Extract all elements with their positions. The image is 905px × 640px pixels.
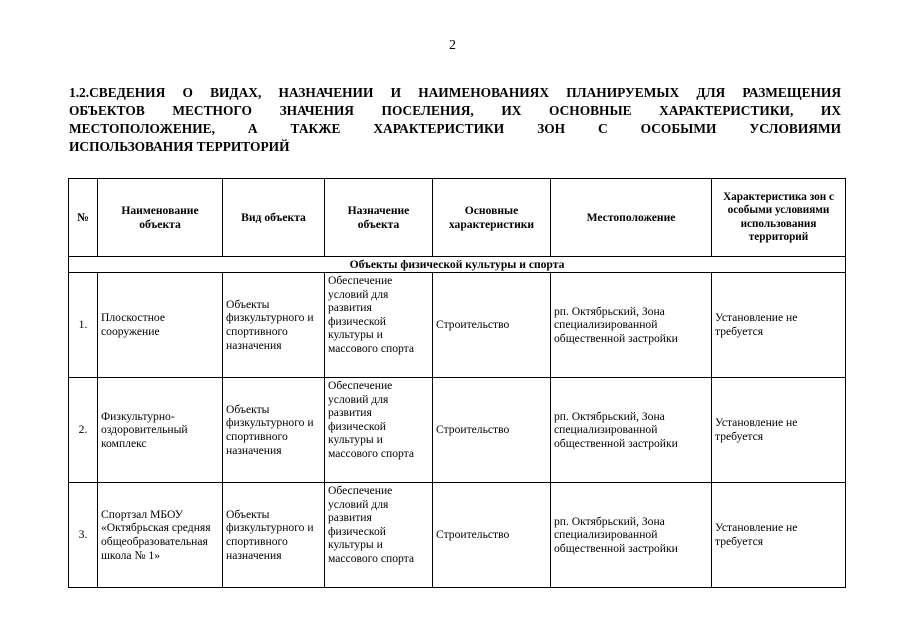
- cell-name: Спортзал МБОУ «Октябрьская средняя общеобразовательная школа № 1»: [98, 483, 223, 588]
- cell-type: Объекты физкультурного и спортивного назначения: [223, 378, 325, 483]
- cell-zones: Установление не требуется: [712, 483, 846, 588]
- table-header-row: [69, 179, 846, 257]
- heading-line: 1.2.СВЕДЕНИЯ О ВИДАХ, НАЗНАЧЕНИИ И НАИМЕНОВАНИЯХ ПЛАНИРУЕМЫХ ДЛЯ РАЗМЕЩЕНИЯ: [69, 85, 841, 100]
- table-row: [69, 273, 846, 378]
- column-header-location: Местоположение: [551, 179, 712, 257]
- table-row: [69, 378, 846, 483]
- cell-zones: Установление не требуется: [712, 273, 846, 378]
- cell-number: 3.: [69, 483, 98, 588]
- column-header-number: №: [69, 179, 98, 257]
- cell-type: Объекты физкультурного и спортивного назначения: [223, 483, 325, 588]
- heading-line: ИСПОЛЬЗОВАНИЯ ТЕРРИТОРИЙ: [69, 139, 290, 154]
- column-header-name: Наименование объекта: [98, 179, 223, 257]
- heading-line: МЕСТОПОЛОЖЕНИЕ, А ТАКЖЕ ХАРАКТЕРИСТИКИ ЗОН С ОСОБЫМИ УСЛОВИЯМИ: [69, 121, 841, 136]
- table-section-row: [69, 257, 846, 273]
- column-header-purpose: Назначение объекта: [325, 179, 433, 257]
- table-row: [69, 483, 846, 588]
- section-heading: [69, 84, 841, 156]
- cell-location: рп. Октябрьский, Зона специализированной общественной застройки: [551, 378, 712, 483]
- cell-number: 1.: [69, 273, 98, 378]
- page-number: 2: [449, 38, 456, 53]
- planned-objects-table: [68, 178, 846, 588]
- cell-name: Плоскостное сооружение: [98, 273, 223, 378]
- cell-purpose: Обеспечение условий для развития физической культуры и массового спорта: [325, 378, 433, 483]
- cell-characteristics: Строительство: [433, 273, 551, 378]
- section-title: Объекты физической культуры и спорта: [69, 257, 846, 273]
- column-header-zones: Характеристика зон с особыми условиями использования территорий: [712, 179, 846, 257]
- cell-number: 2.: [69, 378, 98, 483]
- cell-location: рп. Октябрьский, Зона специализированной общественной застройки: [551, 483, 712, 588]
- cell-purpose: Обеспечение условий для развития физической культуры и массового спорта: [325, 483, 433, 588]
- cell-purpose: Обеспечение условий для развития физической культуры и массового спорта: [325, 273, 433, 378]
- cell-type: Объекты физкультурного и спортивного назначения: [223, 273, 325, 378]
- cell-characteristics: Строительство: [433, 378, 551, 483]
- cell-name: Физкультурно-оздоровительный комплекс: [98, 378, 223, 483]
- cell-zones: Установление не требуется: [712, 378, 846, 483]
- column-header-characteristics: Основные характеристики: [433, 179, 551, 257]
- cell-location: рп. Октябрьский, Зона специализированной общественной застройки: [551, 273, 712, 378]
- heading-line: ОБЪЕКТОВ МЕСТНОГО ЗНАЧЕНИЯ ПОСЕЛЕНИЯ, ИХ ОСНОВНЫЕ ХАРАКТЕРИСТИКИ, ИХ: [69, 103, 841, 118]
- cell-characteristics: Строительство: [433, 483, 551, 588]
- column-header-type: Вид объекта: [223, 179, 325, 257]
